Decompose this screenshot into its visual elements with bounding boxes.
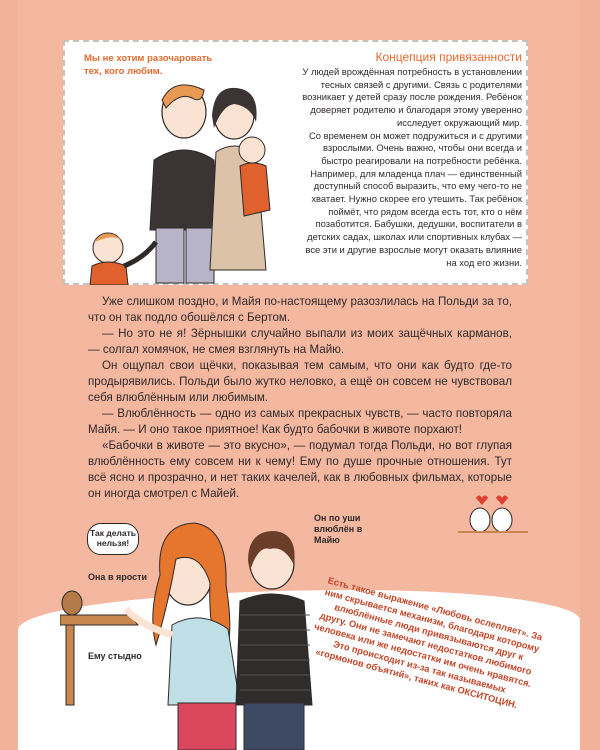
- speech-bubble: Так делать нельзя!: [87, 523, 139, 555]
- sidebar-paragraph: У людей врождённая потребность в установлении тесных связей с другими. Связь с родителями возникает у детей сразу после рождения. Ребёнок доверяет родителю и благодаря этому уверенно исследует окружающий мир.: [302, 66, 522, 128]
- sidebar-text: [298, 66, 522, 269]
- story-paragraph: «Бабочки в животе — это вкусно», — подумал тогда Польди, но вот глупая влюблённость ему совсем ни к чему! Ему по душе прочные отношения. Тут всё ясно и прозрачно, и нет таких качелей, как в любовных фильмах, которые он иногда смотрел с Майей.: [88, 439, 512, 500]
- lovebirds-illustration: [458, 490, 528, 540]
- story-text: [88, 294, 512, 502]
- story-paragraph: — Но это не я! Зёрнышки случайно выпали из моих защёчных карманов, — солгал хомячок, не смея взглянуть на Майю.: [88, 327, 512, 356]
- oxytocin-quote: Есть такое выражение «Любовь ослепляет». За ним скрывается механизм, благодаря которому влюблённые люди привязываются друг к другу. Они не замечают недостатков любимого человека или же недостатки им очень нравятся. Это происходит из-за так называемых «гормонов объятий», таких как ОКСИТОЦИН.: [313, 575, 544, 711]
- story-paragraph: — Влюблённость — одно из самых прекрасных чувств, — часто повторяла Майя. — И оно такое приятное! Как будто бабочки в животе порхают!: [88, 407, 512, 436]
- sidebar-paragraph: Со временем он может подружиться и с другими взрослыми. Очень важно, чтобы они всегда и быстро реагировали на потребности ребёнка. Например, для младенца плач — единственный доступный способ выразить, что ему чего-то не хватает. Нужно скорее его утешить. Так ребёнок поймёт, что рядом всегда есть тот, кто о нём позаботится. Бабушки, дедушки, воспитатели в детских садах, школах или спортивных клубах — все эти и другие взрослые могут оказать влияние на ход его жизни.: [305, 129, 522, 268]
- sidebar-caption: Мы не хотим разочаровать тех, кого любим.: [84, 53, 213, 77]
- story-paragraph: Уже слишком поздно, и Майя по-настоящему разозлилась на Польди за то, что он так подло обошёлся с Бертом.: [88, 295, 512, 324]
- story-paragraph: Он ощупал свои щёчки, показывая тем самым, что они как будто где-то продырявились. Польди было жутко неловко, а ещё он совсем не чувствовал себя влюблённым или любимым.: [88, 359, 512, 404]
- label-in-love: Он по уши влюблён в Майю: [314, 513, 363, 545]
- sidebar-title: Концепция привязанности: [375, 50, 522, 64]
- family-illustration: [84, 70, 299, 285]
- label-ashamed: Ему стыдно: [88, 651, 142, 661]
- label-angry: Она в ярости: [88, 572, 148, 582]
